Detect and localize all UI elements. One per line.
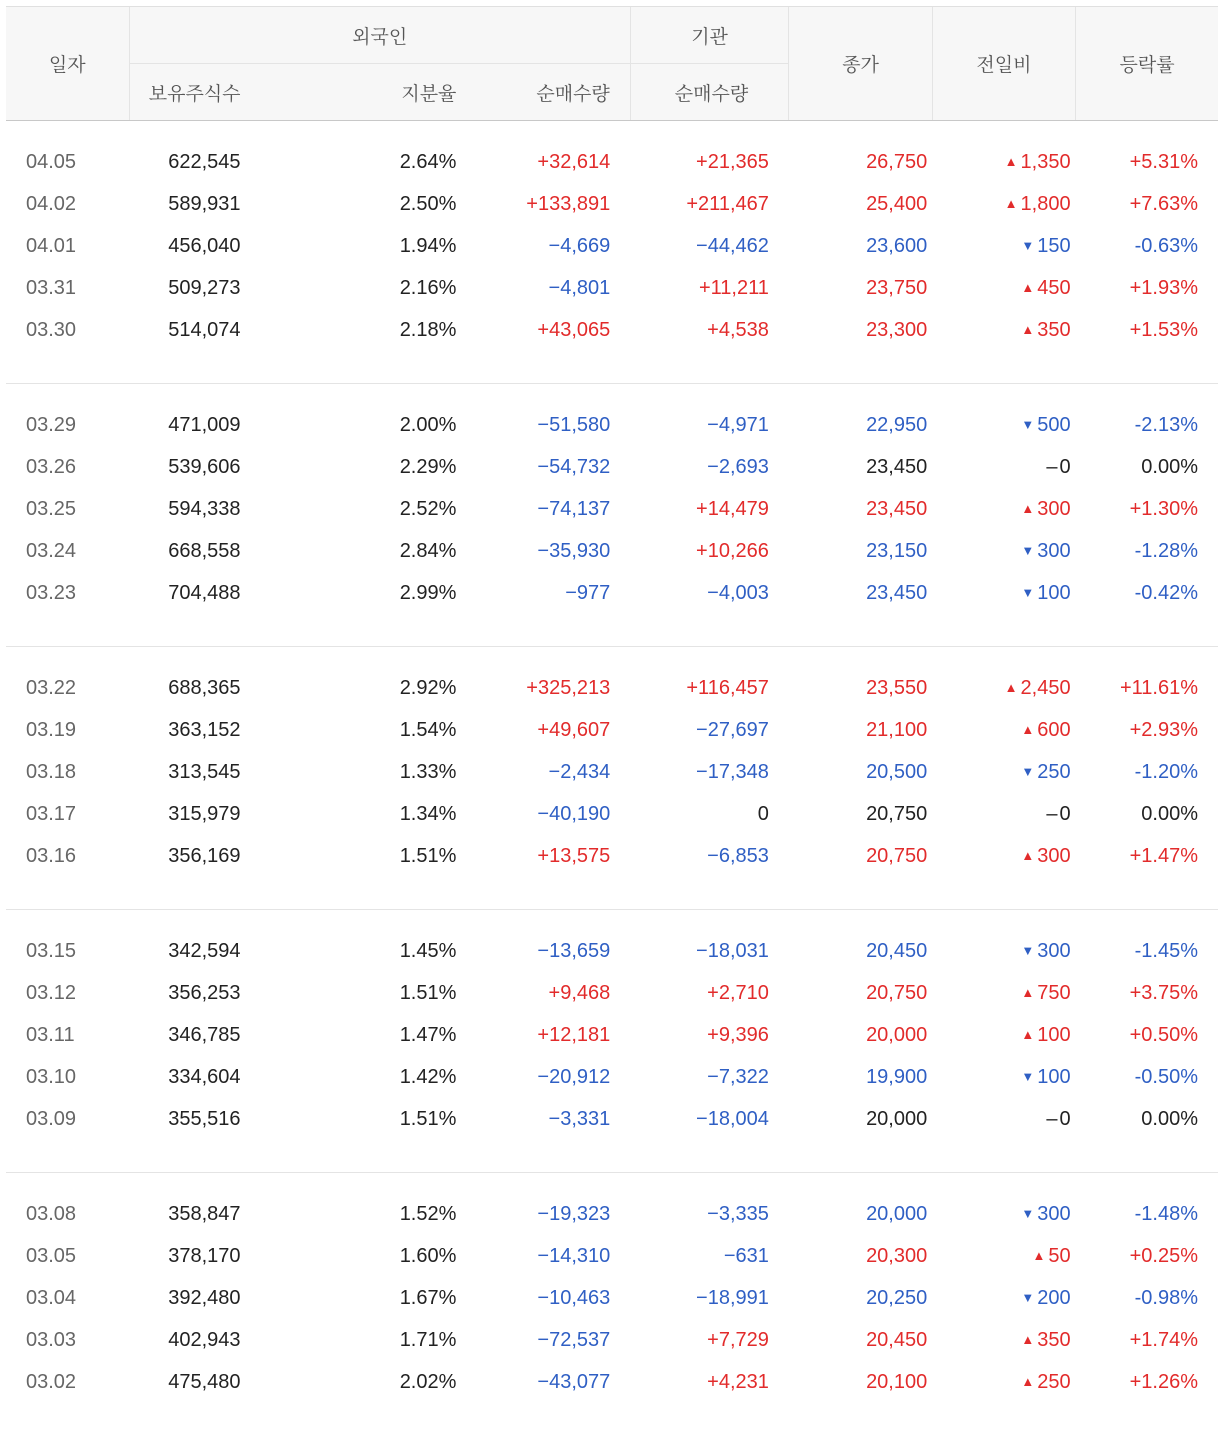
col-institution-group-header: 기관: [630, 7, 789, 64]
cell-share-ratio: 1.47%: [283, 1014, 457, 1056]
cell-share-ratio: 2.29%: [283, 446, 457, 488]
cell-change: [932, 1098, 1075, 1140]
cell-holdings: 356,169: [129, 835, 283, 877]
cell-holdings: 315,979: [129, 793, 283, 835]
cell-foreign-net: −40,190: [456, 793, 630, 835]
cell-date: 03.02: [6, 1361, 129, 1403]
cell-foreign-net: −72,537: [456, 1319, 630, 1361]
cell-rate: +7.63%: [1076, 183, 1218, 225]
table-row: [6, 793, 1218, 835]
cell-foreign-net: −4,669: [456, 225, 630, 267]
table-row: [6, 930, 1218, 972]
cell-foreign-net: +325,213: [456, 667, 630, 709]
cell-holdings: 589,931: [129, 183, 283, 225]
cell-change: [932, 1193, 1075, 1235]
cell-share-ratio: 2.64%: [283, 141, 457, 183]
cell-change: [932, 225, 1075, 267]
table-row: [6, 225, 1218, 267]
group-spacer: [6, 647, 1218, 668]
cell-date: 03.22: [6, 667, 129, 709]
cell-holdings: 334,604: [129, 1056, 283, 1098]
cell-inst-net: 0: [630, 793, 789, 835]
down-triangle-icon: ▼: [1021, 943, 1034, 958]
cell-foreign-net: −51,580: [456, 404, 630, 446]
cell-foreign-net: −977: [456, 572, 630, 614]
cell-close: 20,100: [789, 1361, 932, 1403]
cell-inst-net: −44,462: [630, 225, 789, 267]
col-foreign-net-header: 순매수량: [456, 64, 630, 121]
change-value: 1,800: [1021, 193, 1071, 215]
change-value: 450: [1037, 277, 1070, 299]
group-divider: [6, 614, 1218, 647]
cell-change: [932, 972, 1075, 1014]
cell-share-ratio: 2.00%: [283, 404, 457, 446]
cell-date: 03.08: [6, 1193, 129, 1235]
down-triangle-icon: ▼: [1021, 764, 1034, 779]
change-value: 300: [1037, 498, 1070, 520]
cell-rate: +3.75%: [1076, 972, 1218, 1014]
cell-share-ratio: 1.33%: [283, 751, 457, 793]
cell-foreign-net: +13,575: [456, 835, 630, 877]
cell-holdings: 539,606: [129, 446, 283, 488]
cell-close: 20,000: [789, 1193, 932, 1235]
group-spacer: [6, 384, 1218, 405]
change-value: 2,450: [1021, 677, 1071, 699]
change-value: 350: [1037, 1329, 1070, 1351]
down-triangle-icon: ▼: [1021, 543, 1034, 558]
table-row: [6, 309, 1218, 351]
change-value: 0: [1059, 456, 1070, 478]
cell-foreign-net: +49,607: [456, 709, 630, 751]
cell-rate: +0.50%: [1076, 1014, 1218, 1056]
col-change-header: 전일비: [932, 7, 1075, 121]
table-row: [6, 972, 1218, 1014]
table-row: [6, 488, 1218, 530]
cell-inst-net: −2,693: [630, 446, 789, 488]
cell-date: 03.05: [6, 1235, 129, 1277]
cell-inst-net: −7,322: [630, 1056, 789, 1098]
cell-foreign-net: −3,331: [456, 1098, 630, 1140]
cell-close: 23,150: [789, 530, 932, 572]
cell-change: [932, 793, 1075, 835]
up-triangle-icon: ▲: [1021, 722, 1034, 737]
cell-holdings: 475,480: [129, 1361, 283, 1403]
cell-inst-net: −6,853: [630, 835, 789, 877]
cell-change: [932, 709, 1075, 751]
cell-foreign-net: +9,468: [456, 972, 630, 1014]
cell-holdings: 313,545: [129, 751, 283, 793]
col-holdings-header: 보유주식수: [129, 64, 283, 121]
up-triangle-icon: ▲: [1021, 322, 1034, 337]
cell-holdings: 358,847: [129, 1193, 283, 1235]
cell-foreign-net: −4,801: [456, 267, 630, 309]
up-triangle-icon: ▲: [1021, 848, 1034, 863]
change-value: 1,350: [1021, 151, 1071, 173]
change-value: 300: [1037, 540, 1070, 562]
cell-rate: +1.53%: [1076, 309, 1218, 351]
cell-share-ratio: 1.71%: [283, 1319, 457, 1361]
cell-share-ratio: 1.51%: [283, 835, 457, 877]
table-row: [6, 667, 1218, 709]
table-row: [6, 751, 1218, 793]
col-close-header: 종가: [789, 7, 932, 121]
flat-dash-icon: –: [1046, 803, 1057, 826]
cell-date: 03.29: [6, 404, 129, 446]
cell-share-ratio: 2.50%: [283, 183, 457, 225]
cell-change: [932, 835, 1075, 877]
cell-close: 22,950: [789, 404, 932, 446]
table-row: [6, 183, 1218, 225]
cell-inst-net: −3,335: [630, 1193, 789, 1235]
cell-inst-net: +14,479: [630, 488, 789, 530]
cell-holdings: 688,365: [129, 667, 283, 709]
col-date-header: 일자: [6, 7, 129, 121]
table-row: [6, 446, 1218, 488]
up-triangle-icon: ▲: [1032, 1248, 1045, 1263]
cell-holdings: 356,253: [129, 972, 283, 1014]
col-share-ratio-header: 지분율: [283, 64, 457, 121]
cell-share-ratio: 2.99%: [283, 572, 457, 614]
change-value: 600: [1037, 719, 1070, 741]
cell-inst-net: −4,971: [630, 404, 789, 446]
table-row: [6, 530, 1218, 572]
cell-rate: -1.48%: [1076, 1193, 1218, 1235]
cell-foreign-net: −35,930: [456, 530, 630, 572]
cell-inst-net: −4,003: [630, 572, 789, 614]
cell-change: [932, 751, 1075, 793]
table-row: [6, 1056, 1218, 1098]
cell-holdings: 378,170: [129, 1235, 283, 1277]
cell-foreign-net: −54,732: [456, 446, 630, 488]
cell-share-ratio: 1.52%: [283, 1193, 457, 1235]
cell-date: 03.24: [6, 530, 129, 572]
up-triangle-icon: ▲: [1021, 501, 1034, 516]
cell-share-ratio: 1.51%: [283, 1098, 457, 1140]
cell-close: 20,250: [789, 1277, 932, 1319]
cell-change: [932, 1014, 1075, 1056]
col-foreign-group-header: 외국인: [129, 7, 630, 64]
up-triangle-icon: ▲: [1005, 680, 1018, 695]
cell-change: [932, 488, 1075, 530]
cell-foreign-net: −14,310: [456, 1235, 630, 1277]
change-value: 250: [1037, 761, 1070, 783]
table-row: [6, 1319, 1218, 1361]
cell-rate: +1.93%: [1076, 267, 1218, 309]
cell-inst-net: +9,396: [630, 1014, 789, 1056]
cell-holdings: 355,516: [129, 1098, 283, 1140]
cell-change: [932, 930, 1075, 972]
cell-close: 20,500: [789, 751, 932, 793]
cell-close: 23,750: [789, 267, 932, 309]
cell-change: [932, 309, 1075, 351]
col-rate-header: 등락률: [1076, 7, 1218, 121]
cell-foreign-net: −19,323: [456, 1193, 630, 1235]
up-triangle-icon: ▲: [1005, 196, 1018, 211]
group-spacer: [6, 1173, 1218, 1194]
group-divider: [6, 1403, 1218, 1435]
cell-holdings: 402,943: [129, 1319, 283, 1361]
cell-inst-net: +21,365: [630, 141, 789, 183]
cell-foreign-net: +32,614: [456, 141, 630, 183]
cell-inst-net: −18,991: [630, 1277, 789, 1319]
cell-share-ratio: 1.45%: [283, 930, 457, 972]
cell-inst-net: +211,467: [630, 183, 789, 225]
cell-date: 03.17: [6, 793, 129, 835]
change-value: 250: [1037, 1371, 1070, 1393]
down-triangle-icon: ▼: [1021, 1290, 1034, 1305]
group-spacer: [6, 121, 1218, 142]
cell-share-ratio: 2.84%: [283, 530, 457, 572]
group-divider: [6, 351, 1218, 384]
cell-date: 03.26: [6, 446, 129, 488]
cell-close: 25,400: [789, 183, 932, 225]
cell-inst-net: −27,697: [630, 709, 789, 751]
cell-share-ratio: 1.67%: [283, 1277, 457, 1319]
up-triangle-icon: ▲: [1021, 1027, 1034, 1042]
cell-change: [932, 141, 1075, 183]
change-value: 100: [1037, 1066, 1070, 1088]
cell-close: 20,750: [789, 835, 932, 877]
cell-inst-net: −18,031: [630, 930, 789, 972]
cell-holdings: 342,594: [129, 930, 283, 972]
cell-date: 03.19: [6, 709, 129, 751]
cell-close: 23,600: [789, 225, 932, 267]
cell-change: [932, 572, 1075, 614]
change-value: 50: [1048, 1245, 1070, 1267]
down-triangle-icon: ▼: [1021, 417, 1034, 432]
cell-share-ratio: 2.16%: [283, 267, 457, 309]
cell-change: [932, 183, 1075, 225]
cell-close: 23,300: [789, 309, 932, 351]
cell-close: 23,550: [789, 667, 932, 709]
cell-close: 20,750: [789, 972, 932, 1014]
cell-date: 03.16: [6, 835, 129, 877]
cell-close: 20,450: [789, 1319, 932, 1361]
change-value: 150: [1037, 235, 1070, 257]
flat-dash-icon: –: [1046, 1108, 1057, 1131]
change-value: 500: [1037, 414, 1070, 436]
table-row: [6, 1361, 1218, 1403]
cell-rate: +1.26%: [1076, 1361, 1218, 1403]
cell-rate: 0.00%: [1076, 446, 1218, 488]
cell-holdings: 509,273: [129, 267, 283, 309]
cell-inst-net: +10,266: [630, 530, 789, 572]
cell-inst-net: −18,004: [630, 1098, 789, 1140]
flat-dash-icon: –: [1046, 456, 1057, 479]
table-row: [6, 404, 1218, 446]
cell-share-ratio: 2.18%: [283, 309, 457, 351]
cell-rate: +2.93%: [1076, 709, 1218, 751]
cell-date: 03.10: [6, 1056, 129, 1098]
cell-rate: 0.00%: [1076, 793, 1218, 835]
cell-date: 04.01: [6, 225, 129, 267]
cell-holdings: 456,040: [129, 225, 283, 267]
cell-change: [932, 1235, 1075, 1277]
cell-rate: -0.63%: [1076, 225, 1218, 267]
cell-change: [932, 667, 1075, 709]
change-value: 300: [1037, 940, 1070, 962]
cell-date: 03.25: [6, 488, 129, 530]
cell-rate: -1.20%: [1076, 751, 1218, 793]
cell-change: [932, 1277, 1075, 1319]
cell-inst-net: +7,729: [630, 1319, 789, 1361]
up-triangle-icon: ▲: [1021, 1374, 1034, 1389]
cell-date: 03.15: [6, 930, 129, 972]
cell-foreign-net: +12,181: [456, 1014, 630, 1056]
cell-share-ratio: 1.51%: [283, 972, 457, 1014]
table-header: [6, 7, 1218, 121]
cell-date: 03.31: [6, 267, 129, 309]
up-triangle-icon: ▲: [1021, 1332, 1034, 1347]
cell-holdings: 668,558: [129, 530, 283, 572]
cell-change: [932, 1056, 1075, 1098]
cell-holdings: 704,488: [129, 572, 283, 614]
cell-inst-net: +4,231: [630, 1361, 789, 1403]
cell-rate: -0.98%: [1076, 1277, 1218, 1319]
down-triangle-icon: ▼: [1021, 1206, 1034, 1221]
cell-close: 20,000: [789, 1014, 932, 1056]
change-value: 350: [1037, 319, 1070, 341]
table-row: [6, 141, 1218, 183]
cell-foreign-net: +43,065: [456, 309, 630, 351]
table-row: [6, 1193, 1218, 1235]
cell-foreign-net: −43,077: [456, 1361, 630, 1403]
cell-inst-net: +116,457: [630, 667, 789, 709]
cell-share-ratio: 1.54%: [283, 709, 457, 751]
table-row: [6, 572, 1218, 614]
cell-change: [932, 446, 1075, 488]
cell-close: 21,100: [789, 709, 932, 751]
cell-inst-net: +2,710: [630, 972, 789, 1014]
cell-change: [932, 267, 1075, 309]
cell-rate: +1.74%: [1076, 1319, 1218, 1361]
cell-rate: +11.61%: [1076, 667, 1218, 709]
change-value: 0: [1059, 803, 1070, 825]
change-value: 300: [1037, 1203, 1070, 1225]
change-value: 750: [1037, 982, 1070, 1004]
cell-date: 04.02: [6, 183, 129, 225]
down-triangle-icon: ▼: [1021, 585, 1034, 600]
change-value: 300: [1037, 845, 1070, 867]
cell-foreign-net: −20,912: [456, 1056, 630, 1098]
cell-change: [932, 404, 1075, 446]
cell-rate: -0.42%: [1076, 572, 1218, 614]
cell-close: 20,000: [789, 1098, 932, 1140]
cell-share-ratio: 1.60%: [283, 1235, 457, 1277]
cell-share-ratio: 1.94%: [283, 225, 457, 267]
down-triangle-icon: ▼: [1021, 238, 1034, 253]
table-row: [6, 1235, 1218, 1277]
cell-share-ratio: 1.42%: [283, 1056, 457, 1098]
group-divider: [6, 1140, 1218, 1173]
cell-date: 03.23: [6, 572, 129, 614]
cell-rate: -1.45%: [1076, 930, 1218, 972]
cell-foreign-net: −2,434: [456, 751, 630, 793]
up-triangle-icon: ▲: [1021, 985, 1034, 1000]
change-value: 0: [1059, 1108, 1070, 1130]
cell-date: 03.09: [6, 1098, 129, 1140]
cell-close: 23,450: [789, 572, 932, 614]
cell-date: 03.12: [6, 972, 129, 1014]
change-value: 100: [1037, 582, 1070, 604]
change-value: 100: [1037, 1024, 1070, 1046]
up-triangle-icon: ▲: [1021, 280, 1034, 295]
cell-close: 20,750: [789, 793, 932, 835]
table-row: [6, 835, 1218, 877]
cell-share-ratio: 2.52%: [283, 488, 457, 530]
cell-foreign-net: −74,137: [456, 488, 630, 530]
table-row: [6, 1277, 1218, 1319]
cell-foreign-net: −10,463: [456, 1277, 630, 1319]
cell-date: 03.04: [6, 1277, 129, 1319]
group-divider: [6, 877, 1218, 910]
cell-foreign-net: +133,891: [456, 183, 630, 225]
cell-date: 03.18: [6, 751, 129, 793]
table-row: [6, 267, 1218, 309]
cell-close: 20,300: [789, 1235, 932, 1277]
cell-inst-net: +4,538: [630, 309, 789, 351]
cell-holdings: 392,480: [129, 1277, 283, 1319]
cell-rate: 0.00%: [1076, 1098, 1218, 1140]
cell-inst-net: +11,211: [630, 267, 789, 309]
cell-share-ratio: 1.34%: [283, 793, 457, 835]
cell-close: 19,900: [789, 1056, 932, 1098]
cell-date: 03.03: [6, 1319, 129, 1361]
cell-foreign-net: −13,659: [456, 930, 630, 972]
cell-rate: -0.50%: [1076, 1056, 1218, 1098]
cell-inst-net: −631: [630, 1235, 789, 1277]
cell-rate: -1.28%: [1076, 530, 1218, 572]
cell-inst-net: −17,348: [630, 751, 789, 793]
cell-close: 23,450: [789, 488, 932, 530]
cell-rate: +5.31%: [1076, 141, 1218, 183]
cell-change: [932, 530, 1075, 572]
investor-trading-table: [6, 6, 1218, 1435]
table-row: [6, 1098, 1218, 1140]
col-inst-net-header: 순매수량: [630, 64, 789, 121]
change-value: 200: [1037, 1287, 1070, 1309]
table-body: [6, 121, 1218, 1435]
table-row: [6, 709, 1218, 751]
cell-share-ratio: 2.02%: [283, 1361, 457, 1403]
cell-close: 26,750: [789, 141, 932, 183]
cell-change: [932, 1319, 1075, 1361]
cell-date: 04.05: [6, 141, 129, 183]
cell-date: 03.11: [6, 1014, 129, 1056]
cell-close: 23,450: [789, 446, 932, 488]
cell-date: 03.30: [6, 309, 129, 351]
cell-holdings: 594,338: [129, 488, 283, 530]
down-triangle-icon: ▼: [1021, 1069, 1034, 1084]
cell-rate: +1.47%: [1076, 835, 1218, 877]
cell-change: [932, 1361, 1075, 1403]
cell-share-ratio: 2.92%: [283, 667, 457, 709]
cell-holdings: 514,074: [129, 309, 283, 351]
cell-holdings: 363,152: [129, 709, 283, 751]
up-triangle-icon: ▲: [1005, 154, 1018, 169]
cell-rate: -2.13%: [1076, 404, 1218, 446]
cell-close: 20,450: [789, 930, 932, 972]
table-row: [6, 1014, 1218, 1056]
cell-rate: +1.30%: [1076, 488, 1218, 530]
group-spacer: [6, 910, 1218, 931]
cell-holdings: 622,545: [129, 141, 283, 183]
cell-holdings: 471,009: [129, 404, 283, 446]
cell-rate: +0.25%: [1076, 1235, 1218, 1277]
cell-holdings: 346,785: [129, 1014, 283, 1056]
